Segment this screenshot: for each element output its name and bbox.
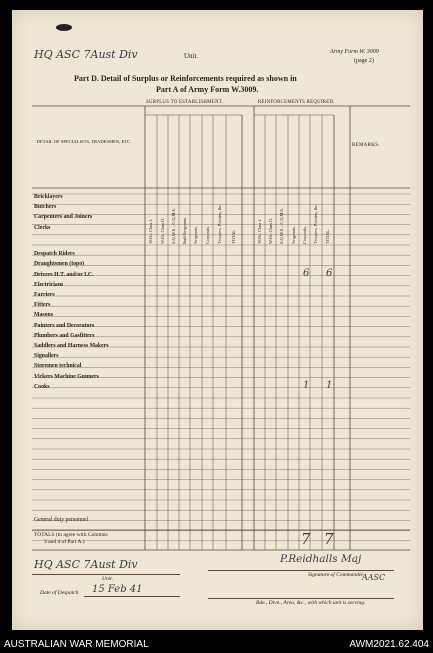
- form-title-line2: Part A of Army Form W.3009.: [156, 85, 259, 94]
- row-label: Plumbers and Gasfitters: [34, 332, 95, 339]
- row-label: Masons: [34, 312, 54, 319]
- signature-label: Signature of Commander,: [308, 572, 365, 578]
- unit-handwritten-top: HQ ASC 7Aust Div: [34, 48, 138, 61]
- date-rule: [84, 596, 180, 597]
- totals-label: [34, 532, 108, 545]
- row-label: Bricklayers: [34, 194, 63, 200]
- footnote: Bde., Divn., Area, &c., with which unit is serving.: [256, 600, 366, 606]
- row-label: Carpenters and Joiners: [34, 214, 93, 221]
- totals-label-line1: TOTALS (to agree with Columns: [34, 532, 108, 538]
- signature-suffix: AASC: [362, 573, 386, 582]
- row-label: Cooks: [34, 383, 50, 390]
- surplus-col-header: W.Os. Class II.: [159, 218, 165, 244]
- surplus-col-header: Staff-Sergeants.: [181, 216, 187, 244]
- unit-handwritten-bottom: HQ ASC 7Aust Div: [34, 558, 138, 571]
- row-label: Signallers: [34, 353, 59, 360]
- row-label: Electricians: [34, 281, 64, 288]
- unit-label-bottom: Unit.: [102, 576, 114, 582]
- row-label: Butchers: [34, 204, 57, 211]
- row-total-value: 6: [326, 267, 333, 279]
- totals-total-value: 7: [324, 530, 334, 548]
- row-label: Farriers: [34, 291, 55, 298]
- totals-troopers-value: 7: [301, 530, 311, 548]
- form-reference: Army Form W. 3009: [330, 49, 379, 55]
- surplus-header: SURPLUS TO ESTABLISHMENT.: [146, 100, 224, 105]
- footnote-rule: [208, 598, 394, 599]
- remarks-header: REMARKS.: [352, 143, 380, 148]
- surplus-col-header: TOTAL.: [231, 229, 236, 244]
- form-title-line1: Part D. Detail of Surplus or Reinforcements required as shown in: [74, 74, 297, 83]
- form-sheet: [12, 10, 423, 630]
- surplus-col-header: Corporals.: [204, 225, 210, 244]
- row-label: Despatch Riders: [34, 251, 75, 258]
- surplus-col-header: Sergeants.: [193, 226, 198, 244]
- surplus-col-header: W.Os. Class I.: [148, 219, 153, 244]
- reinf-col-header: Sergeants.: [290, 226, 296, 244]
- detail-header: [34, 138, 134, 145]
- unit-label-top: Unit.: [184, 52, 199, 60]
- surplus-col-header: S.Q.M.S. ; C.Q.M.S.: [170, 208, 176, 244]
- archive-footer: [0, 636, 433, 653]
- reinf-col-header: W.Os. Class I.: [256, 219, 262, 244]
- row-troopers-value: 6: [303, 267, 310, 279]
- despatch-date-handwritten: 15 Feb 41: [92, 584, 143, 595]
- surplus-col-header: Troopers, Privates, &c.: [216, 204, 222, 244]
- row-label: Painters and Decorators: [34, 322, 95, 329]
- page-reference: (page 2): [354, 58, 374, 64]
- row-total-value: 1: [326, 379, 333, 391]
- despatch-date-label: Date of Despatch: [40, 590, 79, 596]
- row-label: Vickers Machine Gunners: [34, 373, 99, 380]
- reinf-col-header: S.Q.M.S. ; C.Q.M.S.: [279, 208, 284, 244]
- row-label: Clerks: [34, 224, 51, 231]
- totals-label-line2: 3 and 4 of Part A.): [44, 538, 85, 545]
- footer-right: AWM2021.62.404: [349, 639, 429, 650]
- reinf-col-header: Corporals.: [301, 225, 307, 244]
- reinf-col-header: TOTAL.: [325, 229, 330, 244]
- row-label: Drivers H.T. and/or I.C.: [34, 271, 94, 278]
- reinf-col-header: W.Os. Class II.: [267, 218, 273, 244]
- row-label: Storemen technical: [34, 363, 82, 370]
- row-label: Fitters: [34, 302, 51, 309]
- row-label: Saddlers and Harness Makers: [34, 342, 109, 349]
- row-troopers-value: 1: [303, 379, 310, 391]
- unit-rule-bottom: [32, 574, 180, 575]
- signature-rule: [208, 570, 394, 571]
- footer-left: AUSTRALIAN WAR MEMORIAL: [4, 639, 149, 650]
- general-duty-label: General duty personnel: [34, 517, 89, 523]
- detail-header-text: DETAIL OF SPECIALISTS, TRADESMEN, ETC.: [36, 139, 132, 144]
- commander-signature: P.Reidhalls Maj: [280, 553, 362, 565]
- table-grid: [12, 10, 423, 570]
- row-label: Draughtsmen (topo): [34, 261, 85, 268]
- reinf-col-header: Troopers, Privates, &c.: [313, 204, 318, 244]
- reinforcements-header: REINFORCEMENTS REQUIRED.: [258, 100, 335, 105]
